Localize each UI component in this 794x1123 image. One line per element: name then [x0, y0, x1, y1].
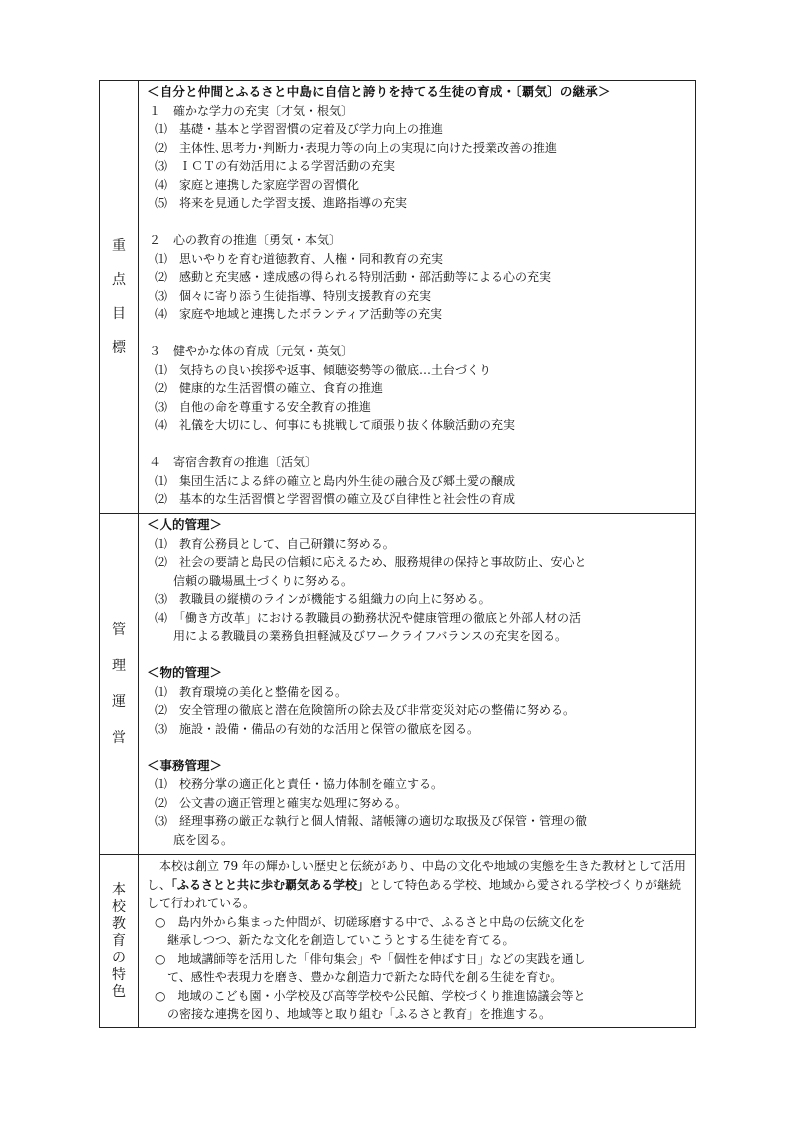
- priority-goals-label: 重 点 目 標: [112, 238, 126, 356]
- management-item: ⑶ 教職員の縦横のラインが機能する組織力の向上に努める。: [155, 592, 491, 606]
- management-item: ⑴ 校務分掌の適正化と責任・協力体制を確立する。: [155, 777, 444, 791]
- goal-title: ３ 健やかな体の育成〔元気・英気〕: [149, 344, 354, 358]
- personnel-management-title: ＜人的管理＞: [147, 517, 223, 532]
- goal-item: ⑸ 将来を見通した学習支援、進路指導の充実: [155, 196, 408, 210]
- goal-item: ⑴ 基礎・基本と学習習慣の定着及び学力向上の推進: [155, 122, 444, 136]
- feature-bullet-cont: 継承しつつ、新たな文化を創造していこうとする生徒を育てる。: [167, 933, 515, 947]
- goal-item: ⑵ 主体性､思考力･判断力･表現力等の向上の実現に向けた授業改善の推進: [155, 140, 558, 155]
- management-item: ⑷ 「働き方改革」における教職員の勤務状況や健康管理の徹底と外部人材の活: [155, 610, 582, 625]
- school-motto: 「ふるさとと共に歩む覇気ある学校」: [171, 877, 370, 892]
- priority-goals-content: [139, 81, 696, 514]
- goal-title: ４ 寄宿舎教育の推進〔活気〕: [149, 455, 318, 469]
- management-item-cont: 信頼の職場風土づくりに努める。: [173, 573, 354, 588]
- goal-item: ⑵ 感動と充実感・達成感の得られる特別活動・部活動等による心の充実: [155, 270, 552, 284]
- features-label-cell: [100, 855, 139, 1028]
- goal-title: １ 確かな学力の充実〔才気・根気〕: [149, 103, 354, 118]
- row-priority-goals: [100, 81, 696, 514]
- feature-bullet: ○ 地域講師等を活用した「俳句集会」や「個性を伸ばす日」などの実践を通し: [155, 951, 586, 966]
- management-label-cell: [100, 514, 139, 855]
- management-content: [139, 514, 696, 855]
- features-content: [139, 855, 696, 1028]
- features-intro: 本校は創立 79 年の輝かしい歴史と伝統があり、中島の文化や地域の実態を生きた教材として活用し、「ふるさとと共に歩む覇気ある学校」として特色ある学校、地域から愛される学校づくりが継続して行われている。: [147, 859, 686, 910]
- priority-goals-heading: ＜自分と仲間とふるさと中島に自信と誇りを持てる生徒の育成・〔覇気〕の継承＞: [147, 84, 611, 99]
- features-label: 本 校 教 育 の 特 色: [112, 881, 126, 1000]
- management-item: ⑵ 安全管理の徹底と潜在危険箇所の除去及び非常変災対応の整備に努める。: [155, 703, 576, 717]
- row-school-features: [100, 855, 696, 1028]
- management-item: ⑵ 公文書の適正管理と確実な処理に努める。: [155, 795, 408, 810]
- feature-bullet-cont: て、感性や表現力を磨き、豊かな創造力で新たな時代を創る生徒を育む。: [167, 970, 563, 984]
- goal-item: ⑷ 家庭と連携した家庭学習の習慣化: [155, 177, 360, 192]
- row-management: [100, 514, 696, 855]
- goal-item: ⑴ 思いやりを育む道徳教育、人権・同和教育の充実: [155, 251, 444, 266]
- management-item: ⑶ 施設・設備・備品の有効的な活用と保管の徹底を図る。: [155, 721, 480, 736]
- management-label: 管 理 運 営: [112, 622, 126, 746]
- school-plan-table: [99, 80, 696, 1028]
- management-item-cont: 底を図る。: [173, 832, 234, 847]
- goal-item: ⑶ 個々に寄り添う生徒指導、特別支援教育の充実: [155, 288, 432, 303]
- goal-item: ⑵ 健康的な生活習慣の確立、食育の推進: [155, 381, 384, 395]
- goal-title: ２ 心の教育の推進〔勇気・本気〕: [149, 233, 342, 247]
- goal-item: ⑶ 自他の命を尊重する安全教育の推進: [155, 399, 372, 414]
- management-item: ⑴ 教育環境の美化と整備を図る。: [155, 684, 348, 699]
- management-item-cont: 用による教職員の業務負担軽減及びワークライフバランスの充実を図る。: [173, 629, 567, 643]
- management-item: ⑵ 社会の要請と島民の信頼に応えるため、服務規律の保持と事故防止、安心と: [155, 555, 587, 569]
- physical-management-title: ＜物的管理＞: [147, 665, 223, 680]
- goal-item: ⑶ ＩＣＴの有効活用による学習活動の充実: [155, 159, 396, 173]
- priority-goals-label-cell: [100, 81, 139, 514]
- feature-bullet: ○ 島内外から集まった仲間が、切磋琢磨する中で、ふるさと中島の伝統文化を: [155, 914, 586, 929]
- feature-bullet-cont: の密接な連携を図り、地域等と取り組む「ふるさと教育」を推進する。: [167, 1007, 552, 1021]
- goal-item: ⑴ 集団生活による絆の確立と島内外生徒の融合及び郷土愛の醸成: [155, 473, 516, 488]
- goal-item: ⑵ 基本的な生活習慣と学習習慣の確立及び自律性と社会性の育成: [155, 492, 516, 506]
- management-item: ⑶ 経理事務の厳正な執行と個人情報、諸帳簿の適切な取扱及び保管・管理の徹: [155, 814, 588, 828]
- goal-item: ⑷ 礼儀を大切にし、何事にも挑戦して頑張り抜く体験活動の充実: [155, 418, 516, 432]
- goal-item: ⑴ 気持ちの良い挨拶や返事、傾聴姿勢等の徹底…土台づくり: [155, 362, 492, 377]
- management-item: ⑴ 教育公務員として、自己研鑽に努める。: [155, 536, 395, 551]
- clerical-management-title: ＜事務管理＞: [147, 757, 223, 773]
- goal-item: ⑷ 家庭や地域と連携したボランティア活動等の充実: [155, 307, 443, 321]
- feature-bullet: ○ 地域のこども園・小学校及び高等学校や公民館、学校づくり推進協議会等と: [155, 988, 586, 1003]
